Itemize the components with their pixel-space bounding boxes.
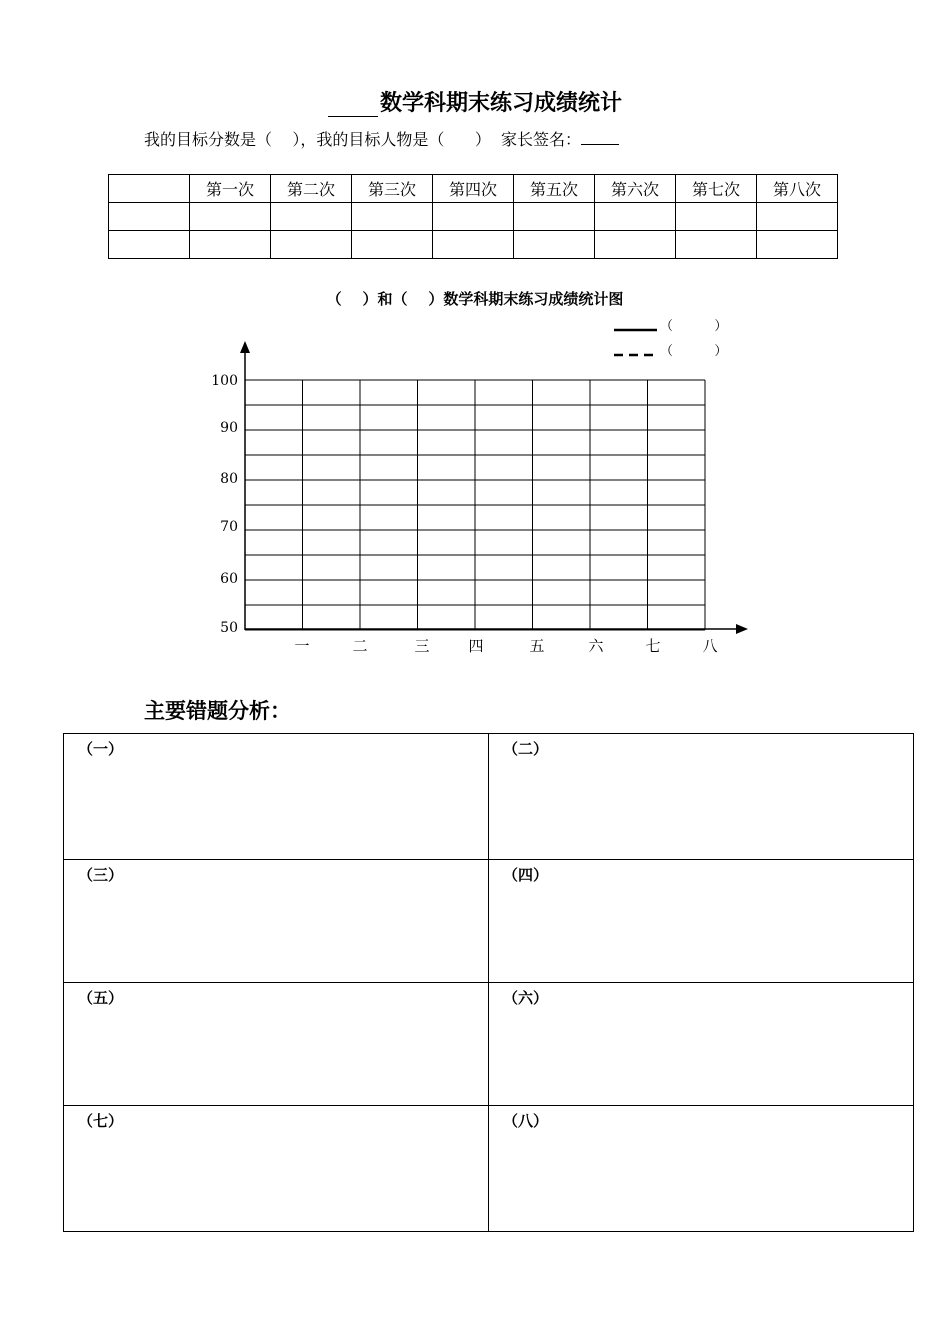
- score-header-cell: 第三次: [352, 175, 433, 203]
- page-title-text: 数学科期末练习成绩统计: [379, 91, 622, 116]
- score-header-cell: 第五次: [514, 175, 595, 203]
- error-cell[interactable]: （一）: [64, 734, 489, 860]
- y-axis-ticks: [211, 373, 238, 636]
- x-tick-label: 六: [588, 637, 604, 655]
- error-cell[interactable]: （七）: [64, 1106, 489, 1232]
- legend-label-dashed: （ ）: [660, 344, 728, 359]
- y-tick-label: 90: [220, 420, 238, 436]
- error-cell[interactable]: （二）: [489, 734, 914, 860]
- x-tick-label: 五: [529, 637, 545, 655]
- chart-legend: [614, 319, 727, 359]
- errors-heading: 主要错题分析：: [144, 699, 291, 723]
- y-tick-label: 50: [220, 620, 238, 636]
- y-tick-label: 100: [211, 373, 238, 389]
- x-axis-arrow: [736, 624, 748, 634]
- score-header-cell: 第四次: [433, 175, 514, 203]
- error-cell[interactable]: （四）: [489, 860, 914, 983]
- score-header-cell: 第八次: [757, 175, 838, 203]
- y-tick-label: 60: [220, 571, 238, 587]
- x-tick-label: 三: [414, 637, 430, 655]
- x-axis-ticks: [294, 637, 717, 655]
- error-cell[interactable]: （五）: [64, 983, 489, 1106]
- error-cell[interactable]: （三）: [64, 860, 489, 983]
- chart-grid: [245, 380, 705, 630]
- x-tick-label: 八: [702, 637, 718, 655]
- y-tick-label: 80: [220, 471, 238, 487]
- x-tick-label: 四: [468, 637, 484, 655]
- error-cell[interactable]: （八）: [489, 1106, 914, 1232]
- error-cell[interactable]: （六）: [489, 983, 914, 1106]
- x-tick-label: 七: [645, 637, 661, 655]
- goal-line-text: 我的目标分数是（ ），我的目标人物是（ ） 家长签名：: [144, 130, 582, 149]
- legend-label-solid: （ ）: [660, 319, 728, 334]
- errors-table: [63, 733, 914, 1232]
- y-axis-arrow: [240, 341, 250, 353]
- x-tick-label: 一: [294, 637, 310, 655]
- chart-title: （ ）和（ ）数学科期末练习成绩统计图: [326, 290, 624, 308]
- score-header-cell: 第一次: [190, 175, 271, 203]
- score-header-cell: 第二次: [271, 175, 352, 203]
- y-tick-label: 70: [220, 519, 238, 535]
- score-header-cell: 第六次: [595, 175, 676, 203]
- x-tick-label: 二: [352, 637, 368, 655]
- score-header-cell: 第七次: [676, 175, 757, 203]
